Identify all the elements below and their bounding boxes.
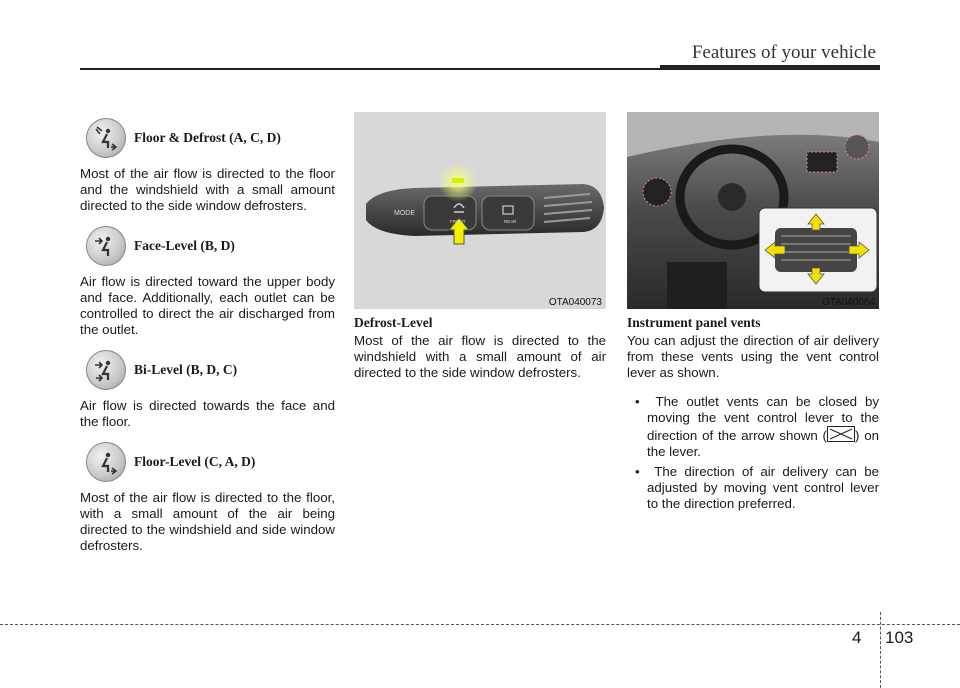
- mode-title: Bi-Level (B, D, C): [134, 362, 238, 377]
- mode-title: Face-Level (B, D): [134, 238, 235, 253]
- bullet-list: [627, 394, 879, 512]
- bullet-text: The outlet vents can be closed by moving the vent control lever to the direction of the arrow shown (: [647, 394, 879, 444]
- column-modes: [80, 112, 335, 560]
- section-title: Defrost-Level: [354, 315, 433, 330]
- mode-face-level: [80, 220, 335, 338]
- bullet-item: • The outlet vents can be closed by moving the vent control lever to the direction of the arrow shown ( ) on the lever.: [635, 394, 879, 460]
- bi-level-icon: [86, 350, 126, 390]
- header-title: Features of your vehicle: [691, 42, 876, 63]
- mode-floor-level: [80, 436, 335, 554]
- mode-floor-defrost: [80, 112, 335, 214]
- mode-bi-level: [80, 344, 335, 430]
- bullet-item: • The direction of air delivery can be adjusted by moving vent control lever to the direction preferred.: [635, 464, 879, 512]
- chapter-number: 4: [852, 628, 862, 647]
- dashboard-illustration: [627, 112, 879, 309]
- section-title: Instrument panel vents: [627, 315, 761, 330]
- dashboard-figure: [627, 112, 879, 309]
- footer-divider: [880, 612, 881, 688]
- face-level-icon: [86, 226, 126, 266]
- floor-level-icon: [86, 442, 126, 482]
- column-defrost: [354, 112, 606, 394]
- rear-button-label: REAR: [504, 219, 517, 224]
- header-rule-accent: [660, 65, 880, 70]
- mode-button-label: MODE: [394, 210, 415, 217]
- mode-description: Air flow is directed toward the upper body and face. Additionally, each outlet can be controlled to direct the air discharged from the outlet.: [80, 274, 335, 337]
- bullet-text: ) on the lever.: [647, 428, 879, 460]
- floor-defrost-icon: [86, 118, 126, 158]
- figure-label: OTA040064: [821, 297, 875, 308]
- control-panel-illustration: [354, 112, 606, 309]
- column-vents: [627, 112, 879, 516]
- control-panel-figure: [354, 112, 606, 309]
- bullet-text: The direction of air delivery can be adjusted by moving vent control lever to the direction preferred.: [647, 464, 879, 512]
- arrow-symbol-icon: [827, 426, 855, 442]
- mode-title: Floor & Defrost (A, C, D): [134, 130, 281, 145]
- mode-description: Most of the air flow is directed to the floor and the windshield with a small amount directed to the side window defrosters.: [80, 166, 335, 213]
- mode-title: Floor-Level (C, A, D): [134, 454, 256, 469]
- section-text: Most of the air flow is directed to the windshield with a small amount of air directed to the side window defrosters.: [354, 333, 606, 380]
- page-number: 103: [885, 628, 914, 647]
- front-button-label: FRONT: [450, 219, 466, 224]
- footer-rule: [0, 624, 960, 625]
- figure-label: OTA040073: [548, 297, 602, 308]
- section-text: You can adjust the direction of air delivery from these vents using the vent control lever as shown.: [627, 333, 879, 380]
- mode-description: Most of the air flow is directed to the floor, with a small amount of the air being directed to the windshield and side window defrosters.: [80, 490, 335, 553]
- mode-description: Air flow is directed towards the face and the floor.: [80, 398, 335, 429]
